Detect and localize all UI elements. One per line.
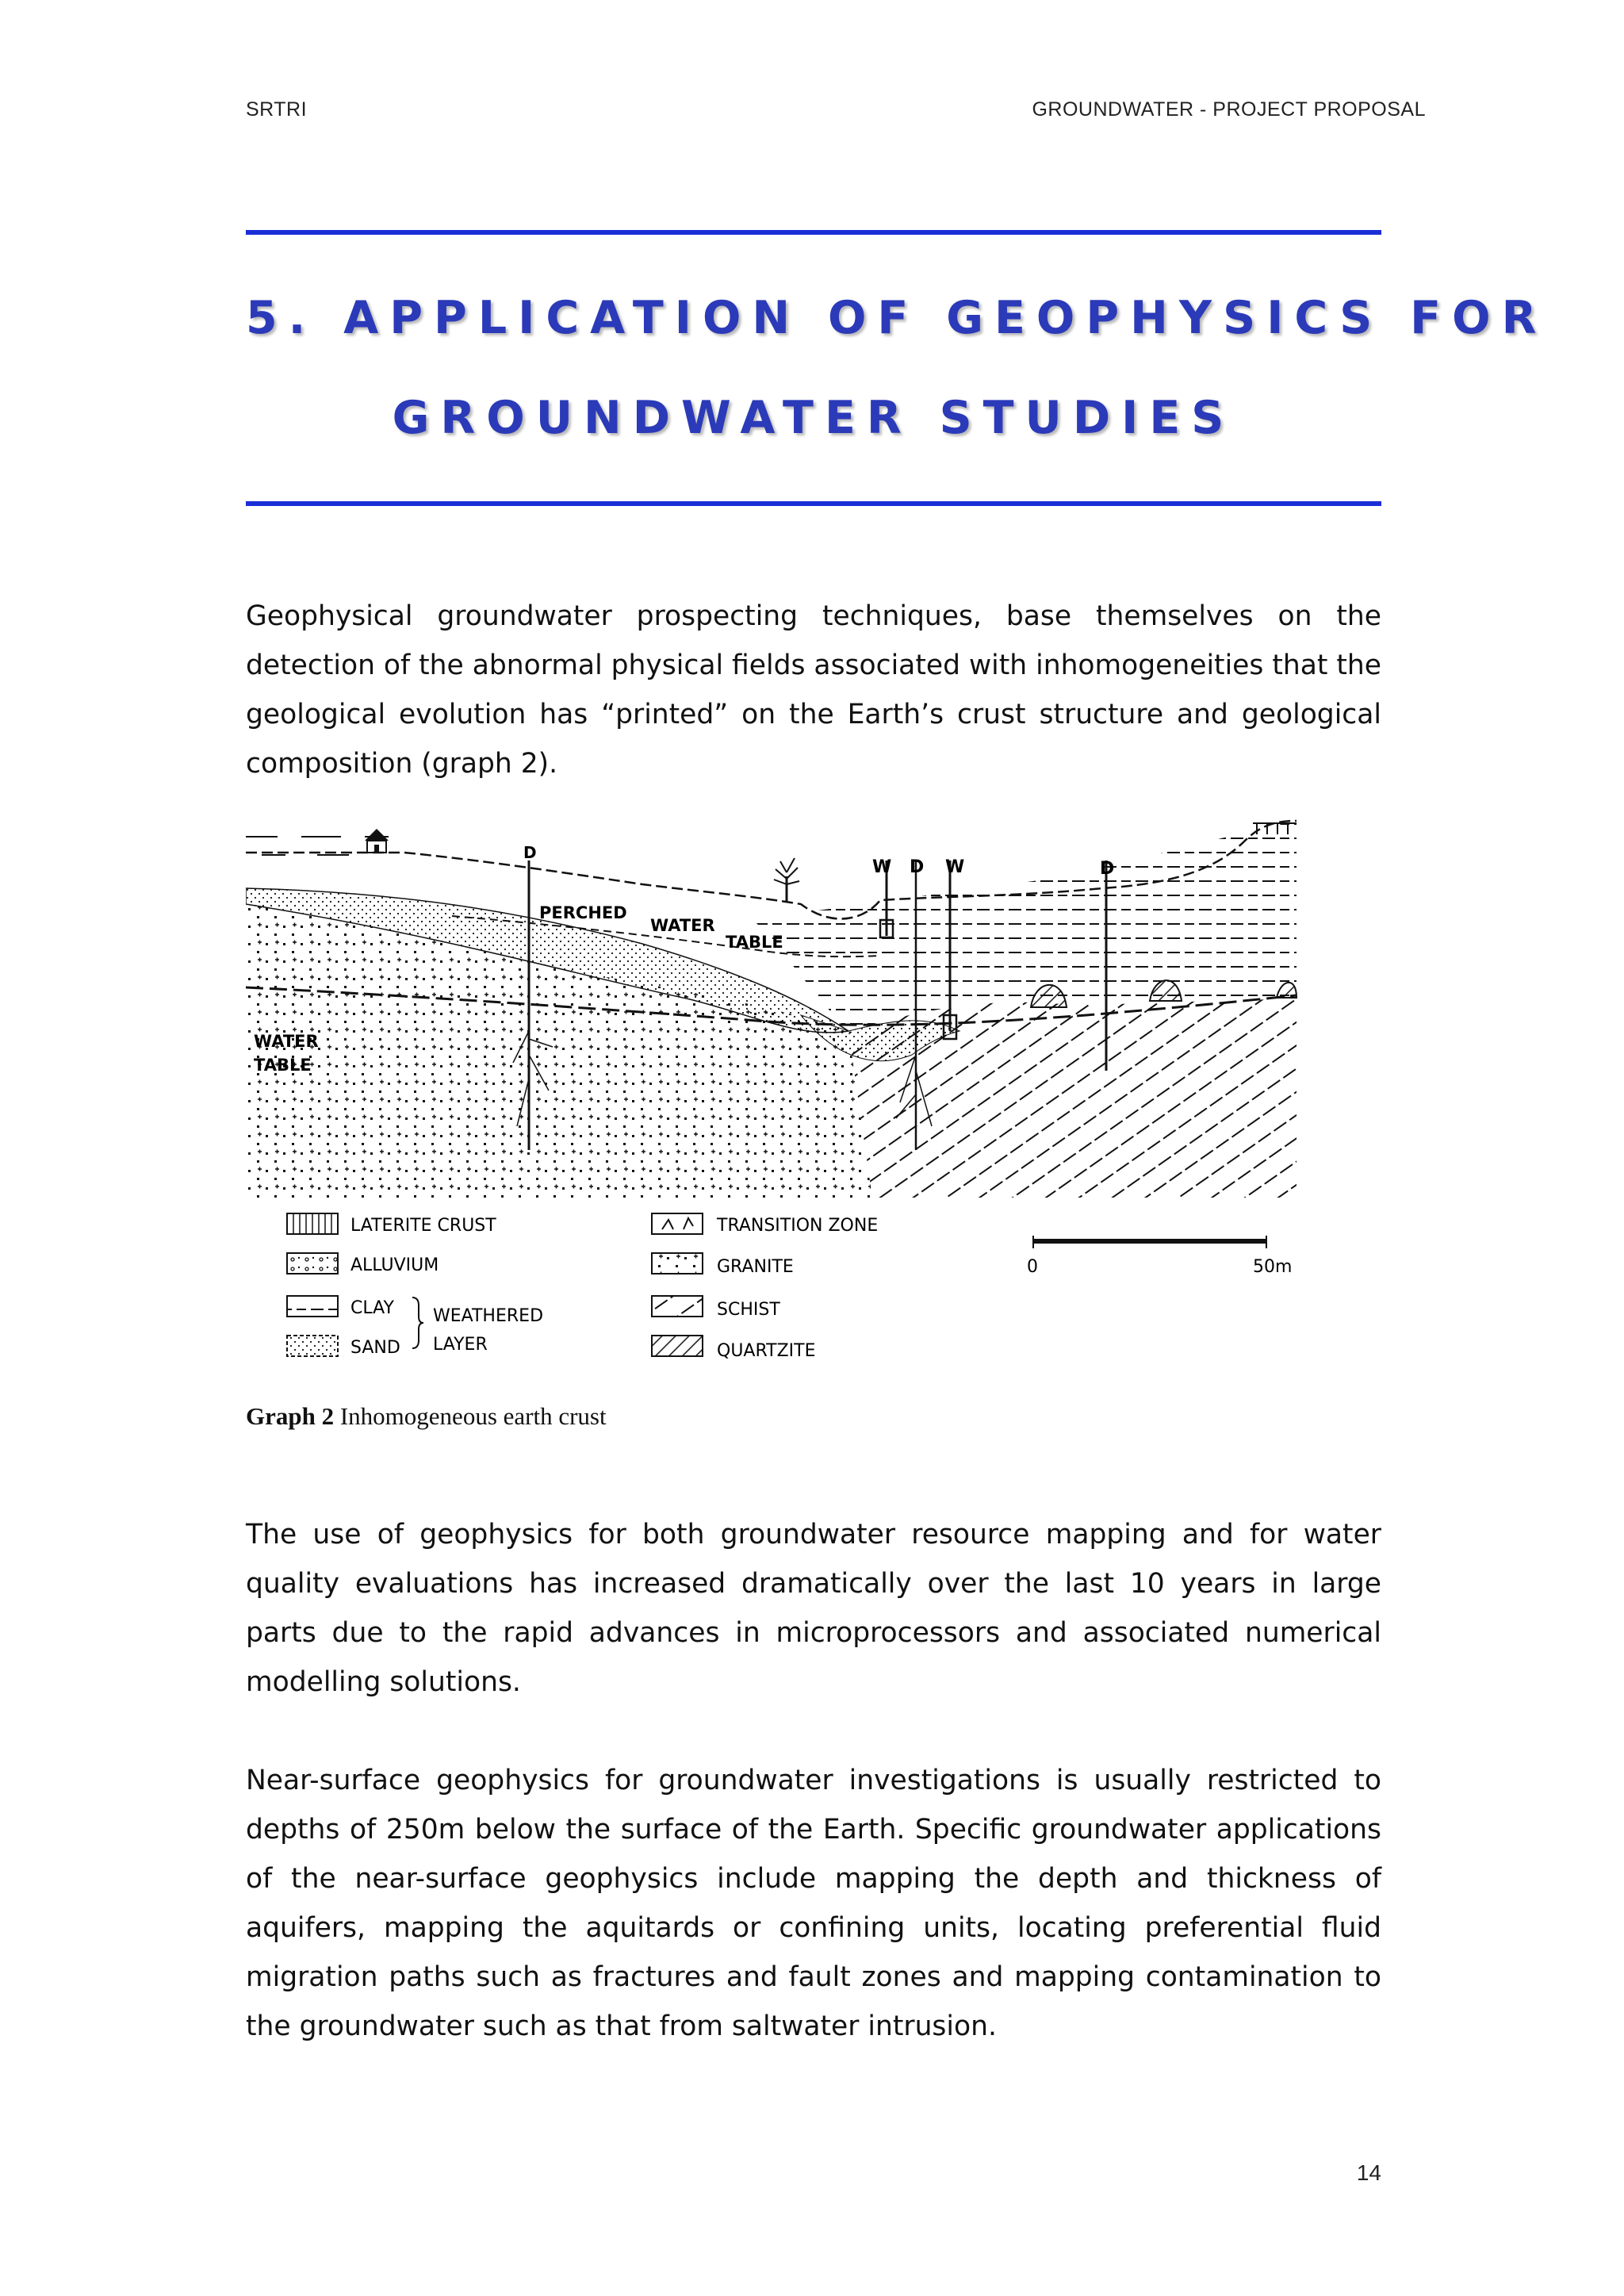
scale-end: 50m (1253, 1257, 1293, 1277)
label-water-table-1: WATER (254, 1032, 319, 1051)
cross-section-layers (246, 821, 1297, 1198)
chapter-title-line-1: 5. APPLICATION OF GEOPHYSICS FOR (246, 292, 1548, 344)
header-right: GROUNDWATER - PROJECT PROPOSAL (1032, 98, 1426, 121)
legend-transition: TRANSITION ZONE (717, 1216, 879, 1236)
geological-cross-section-figure (246, 817, 1308, 1372)
title-rule-bottom (246, 501, 1381, 506)
tree-icon (774, 858, 799, 903)
header-left: SRTRI (246, 98, 308, 121)
title-rule-top (246, 230, 1381, 235)
figure-caption (246, 1402, 607, 1431)
label-d-left: D (523, 843, 537, 862)
label-w-1: W (872, 857, 892, 877)
legend-alluvium: ALLUVIUM (350, 1255, 439, 1275)
legend-granite: GRANITE (717, 1257, 794, 1277)
legend-laterite: LATERITE CRUST (350, 1216, 496, 1236)
paragraph-use-of-geophysics: The use of geophysics for both groundwater resource mapping and for water quality evaluations has increased dramatically over the last 10 years in large parts due to the rapid advances in microprocessors and associated numerical modelling solutions. (246, 1519, 1381, 1698)
paragraph-intro: Geophysical groundwater prospecting techniques, base themselves on the detection of the abnormal physical fields associated with inhomogeneities that the geological evolution has “printed” on the Earth’s crust structure and geological composition (graph 2). (246, 600, 1381, 780)
figure-legend (287, 1213, 878, 1361)
scale-bar (1027, 1236, 1292, 1277)
label-water-table-2: TABLE (254, 1056, 312, 1075)
chapter-title-line-2: GROUNDWATER STUDIES (392, 392, 1235, 444)
label-table: TABLE (726, 933, 783, 952)
legend-weathered-2: LAYER (433, 1335, 488, 1355)
scale-start: 0 (1027, 1257, 1038, 1277)
label-d-right: D (1100, 859, 1115, 879)
legend-schist: SCHIST (717, 1300, 780, 1320)
caption-text: Inhomogeneous earth crust (339, 1402, 607, 1430)
label-w-2: W (945, 857, 965, 877)
caption-label: Graph 2 (246, 1402, 335, 1430)
page-number: 14 (1356, 2160, 1381, 2185)
house-icon (365, 829, 389, 853)
label-water: WATER (650, 916, 715, 935)
paragraph-near-surface: Near-surface geophysics for groundwater investigations is usually restricted to depths of 250m below the surface of the Earth. Specific groundwater applications of the near-surface geophysics include mapping the depth and thickness of aquifers, mapping the aquitards or confining units, locating preferential fluid migration paths such as fractures and fault zones and mapping contamination to the groundwater such as that from saltwater intrusion. (246, 1765, 1381, 2042)
legend-weathered-1: WEATHERED (433, 1306, 544, 1326)
label-d-mid: D (910, 857, 925, 877)
legend-clay: CLAY (350, 1298, 394, 1318)
legend-quartzite: QUARTZITE (717, 1341, 816, 1361)
label-perched: PERCHED (539, 903, 627, 922)
legend-sand: SAND (350, 1338, 400, 1358)
